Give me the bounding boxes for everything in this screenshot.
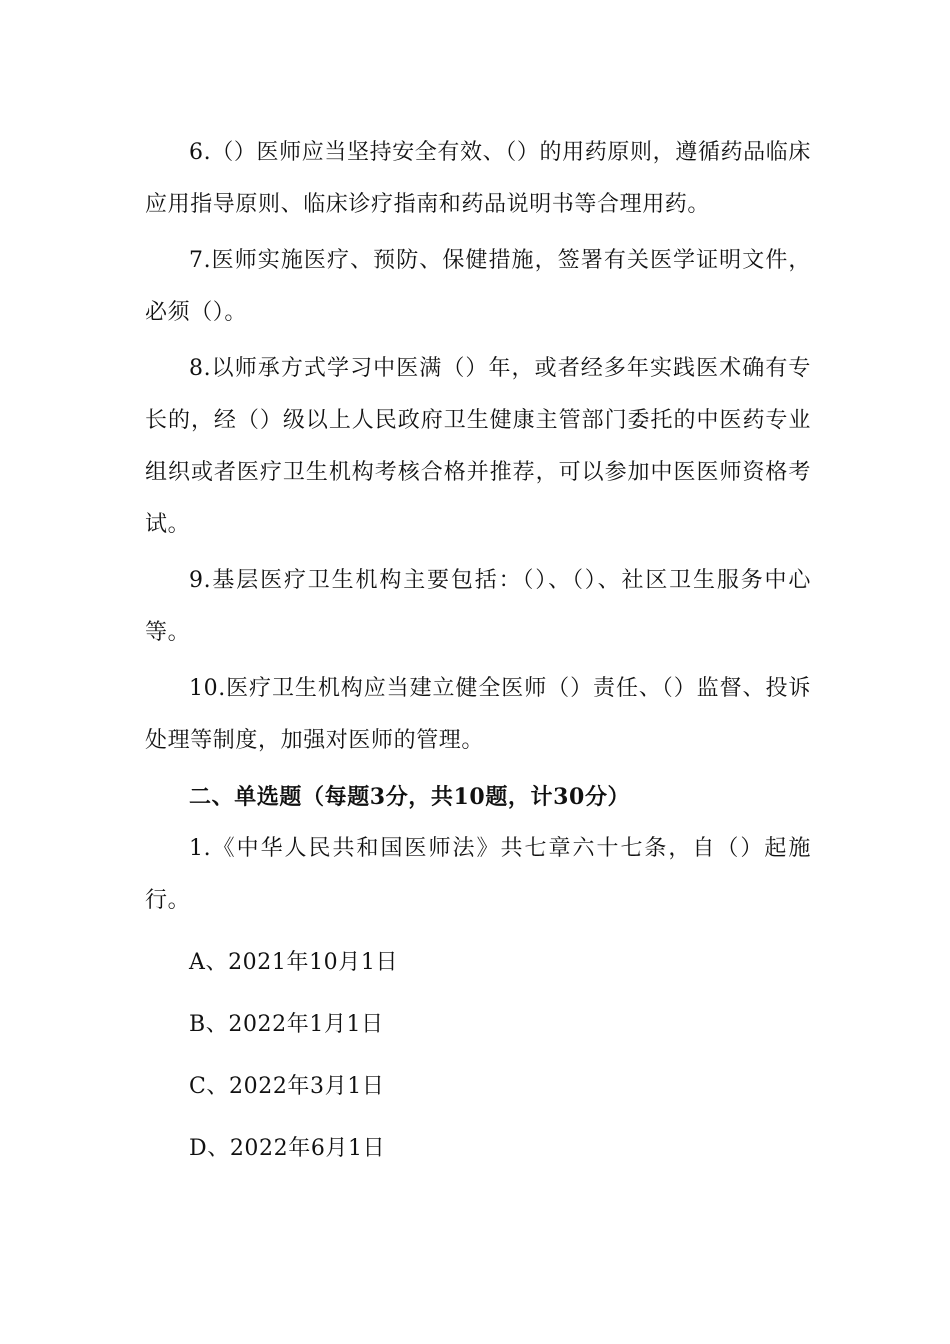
option-c: C、2022年3月1日 <box>189 1074 385 1099</box>
question-9: 9.基层医疗卫生机构主要包括：（）、（）、社区卫生服务中心等。 <box>145 568 811 645</box>
single-choice-question-1: 1.《中华人民共和国医师法》共七章六十七条，自（）起施行。 <box>145 836 811 913</box>
section-heading: 二、单选题（每题3分，共10题，计30分） <box>189 784 631 810</box>
option-b: B、2022年1月1日 <box>189 1012 384 1037</box>
question-8: 8.以师承方式学习中医满（）年，或者经多年实践医术确有专长的，经（）级以上人民政府卫生健康主管部门委托的中医药专业组织或者医疗卫生机构考核合格并推荐，可以参加中医医师资格考试。 <box>145 356 811 537</box>
question-7: 7.医师实施医疗、预防、保健措施，签署有关医学证明文件，必须（）。 <box>145 248 811 325</box>
document-page <box>145 127 811 1175</box>
option-d: D、2022年6月1日 <box>189 1136 386 1161</box>
question-10: 10.医疗卫生机构应当建立健全医师（）责任、（）监督、投诉处理等制度，加强对医师的管理。 <box>145 676 811 753</box>
option-a: A、2021年10月1日 <box>189 950 399 975</box>
question-6: 6.（）医师应当坚持安全有效、（）的用药原则，遵循药品临床应用指导原则、临床诊疗指南和药品说明书等合理用药。 <box>145 140 811 217</box>
